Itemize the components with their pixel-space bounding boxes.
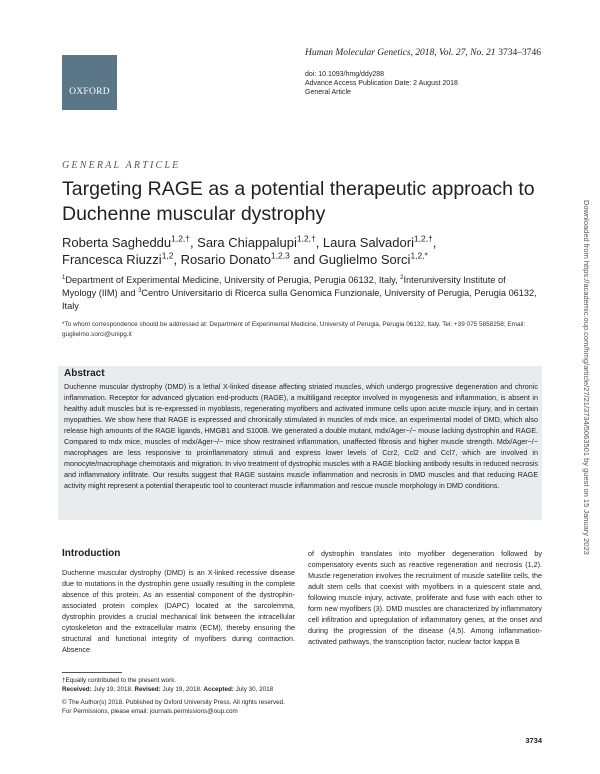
doi-link[interactable]: doi: 10.1093/hmg/ddy288 — [305, 71, 385, 78]
author-name: , Sara Chiappalupi — [189, 235, 297, 250]
author-affiliation-marker: 1,2,† — [296, 233, 316, 244]
author-name: and Guglielmo Sorci — [289, 252, 411, 267]
publication-date: Advance Access Publication Date: 2 August 2018 — [305, 80, 458, 87]
footnote-divider — [62, 672, 122, 673]
introduction-right-column: of dystrophin translates into myofiber degeneration followed by compensatory events such as reactive regeneration and necrosis (1,2). Muscle regeneration involves the recruitment of muscle satellite cells, the adult stem cells that coexist with myofibers in a quiescent state and, following muscle injury, activate, proliferate and fuse with each other to form new myofibers (3). DMD muscles are characterized by inflammatory cell infiltration and upregulation of inflammatory genes, at the onset and during the progression of the disease (4,5). Among inflammation-activated pathways, the transcription factor, nuclear factor kappa B — [308, 549, 542, 646]
affiliation-text: Department of Experimental Medicine, University of Perugia, Perugia 06132, Italy, — [65, 275, 398, 285]
article-type: General Article — [305, 89, 351, 96]
affiliation-text: Interuniversity Institute of Myology (IIM) and — [62, 275, 506, 298]
author-affiliation-marker: 1,2,* — [410, 250, 428, 261]
journal-citation: Human Molecular Genetics, 2018, Vol. 27, No. 21 — [305, 48, 496, 58]
author-name: , Laura Salvadori — [315, 235, 414, 250]
correspondence-note: *To whom correspondence should be addressed at: Department of Experimental Medicine, University of Perugia, Perugia 06132, Italy. Tel: +39 075 5858258; Email: guglielmo.sorci@unipg.it — [62, 321, 526, 338]
page-number: 3734 — [525, 736, 542, 745]
accepted-date: July 30, 2018 — [235, 686, 274, 694]
article-title: Targeting RAGE as a potential therapeutic approach to Duchenne muscular dystrophy — [62, 178, 535, 225]
abstract-text: Duchenne muscular dystrophy (DMD) is a lethal X-linked disease affecting striated muscles, which undergo progressive degeneration and chronic inflammation. Receptor for advanced glycation end-products (RAGE), a multiligand receptor involved in myogenesis and inflammation, is absent in healthy adult muscles but is re-expressed in myoblasts, regenerating myofibers and activated immune cells upon acute muscle injury, and in certain myopathies. We show here that RAGE is expressed and chronically stimulated in muscles of mdx mice, an experimental model of DMD, which also release high amounts of the RAGE ligands, HMGB1 and S100B. We generated a double mutant, mdx/Ager−/− mouse lacking dystrophin and RAGE. Compared to mdx mice, muscles of mdx/Ager−/− mice show restrained inflammation, unaffected fibrosis and higher muscle strength. Mdx/Ager−/− macrophages are less responsive to proinflammatory stimuli and express lower levels of Ccr2, Ccl2 and Ccl7, which are involved in monocyte/macrophage chemotaxis and migration. In vivo treatment of dystrophic muscles with a RAGE blocking antibody results in reduced necrosis and inflammatory infiltrate. Our results suggest that RAGE sustains muscle inflammation and necrosis in DMD muscles and that reducing RAGE activity might represent a potential therapeutic tool to counteract muscle inflammation and rescue muscle morphology in DMD conditions. — [64, 382, 538, 490]
copyright-line: © The Author(s) 2018. Published by Oxford University Press. All rights reserved. — [62, 698, 285, 706]
affiliation-marker: 3 — [138, 287, 142, 294]
abstract-heading: Abstract — [64, 368, 105, 379]
revised-label: Revised: — [134, 686, 161, 694]
download-watermark-text: Downloaded from https://academic.oup.com/hmg/article/27/21/3734/5063501 by guest on 15 January 2023 — [582, 200, 591, 555]
author-affiliation-marker: 1,2,3 — [271, 250, 290, 261]
affiliations — [62, 274, 542, 313]
affiliation-marker: 2 — [400, 274, 404, 281]
page-range: 3734–3746 — [498, 48, 541, 58]
author-affiliation-marker: 1,2 — [161, 250, 174, 261]
author-list — [62, 234, 542, 268]
publisher-logo — [62, 55, 117, 110]
received-date: July 19, 2018. — [93, 686, 133, 694]
author-separator: , — [432, 235, 437, 250]
affiliation-marker: 1 — [62, 274, 66, 281]
section-label: GENERAL ARTICLE — [62, 160, 181, 171]
author-affiliation-marker: 1,2,† — [171, 233, 190, 244]
permissions-line: For Permissions, please email: journals.permissions@oup.com — [62, 707, 238, 715]
footnotes — [62, 676, 542, 716]
history-dates — [62, 685, 542, 694]
download-watermark — [580, 200, 592, 580]
author-name: Roberta Sagheddu — [62, 235, 172, 250]
author-name: , Rosario Donato — [173, 252, 271, 267]
introduction-heading: Introduction — [62, 548, 121, 559]
equal-contribution-note: †Equally contributed to the present work. — [62, 677, 177, 684]
affiliation-text: Centro Universitario di Ricerca sulla Genomica Funzionale, University of Perugia, Perugia 06132, Italy — [62, 288, 537, 311]
accepted-label: Accepted: — [203, 686, 234, 694]
revised-date: July 19, 2018. — [162, 686, 202, 694]
received-label: Received: — [62, 686, 92, 694]
author-affiliation-marker: 1,2,† — [413, 233, 433, 244]
publisher-logo-text: OXFORD — [69, 87, 110, 97]
introduction-left-column: Duchenne muscular dystrophy (DMD) is an X-linked recessive disease due to mutations in the dystrophin gene usually resulting in the complete absence of this protein. As an essential component of the dystrophin-associated protein complex (DAPC) located at the sarcolemma, dystrophin provides a crucial mechanical link between the intracellular cytoskeleton and the extracellular matrix (ECM), thereby ensuring the structural and functional integrity of myofibers during contraction. Absence — [62, 568, 295, 654]
author-name: Francesca Riuzzi — [62, 252, 162, 267]
